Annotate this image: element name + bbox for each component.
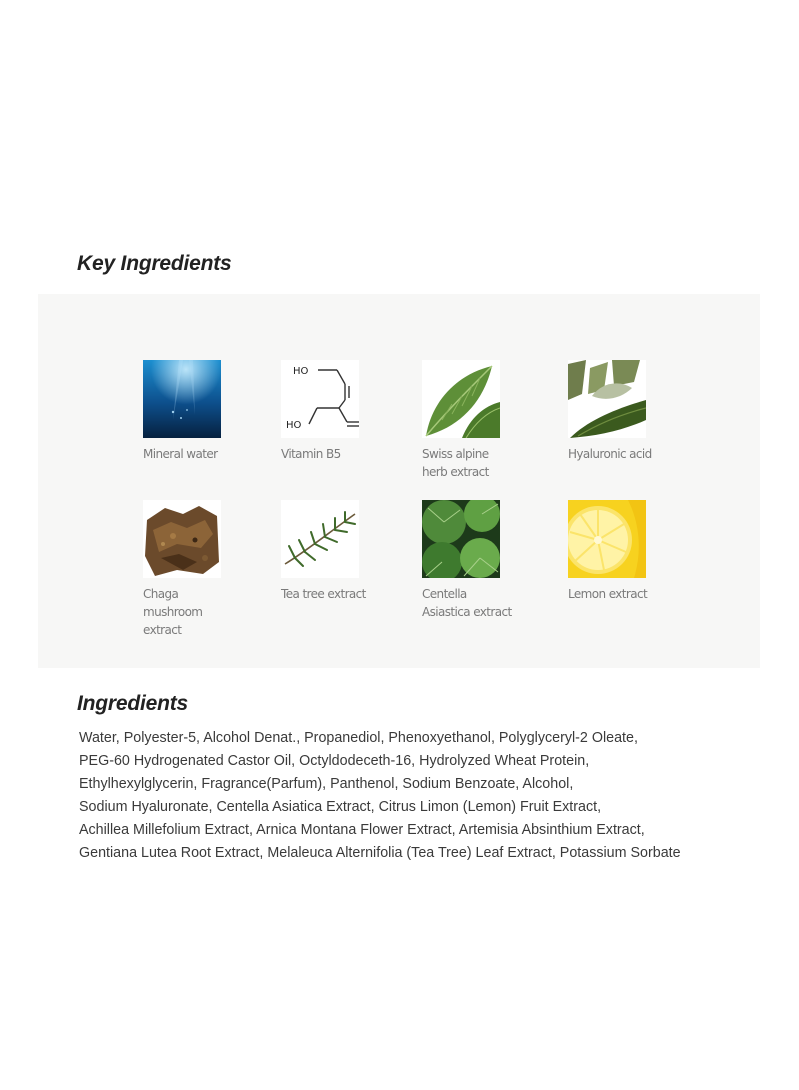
- water-icon: [143, 360, 221, 438]
- ingredient-label: Mineral water: [143, 447, 218, 461]
- ingredient-label: Centella Asiastica extract: [422, 587, 512, 619]
- ingredient-label: Chaga mushroom extract: [143, 587, 203, 637]
- tea-tree-icon: [281, 500, 359, 578]
- ingredient-tea-tree: [281, 500, 421, 603]
- ingredient-mineral-water: [143, 360, 283, 463]
- ingredients-title: Ingredients: [77, 692, 188, 715]
- key-ingredients-title: Key Ingredients: [77, 252, 232, 275]
- ingredient-chaga-mushroom: [143, 500, 283, 639]
- molecule-icon: [281, 360, 359, 438]
- ingredients-line: Gentiana Lutea Root Extract, Melaleuca Alternifolia (Tea Tree) Leaf Extract, Potassium Sorbate: [79, 845, 681, 861]
- molecule-ho-bottom: HO: [286, 420, 302, 431]
- ingredient-vitamin-b5: [281, 360, 421, 463]
- leaf-icon: [422, 360, 500, 438]
- mushroom-icon: [143, 500, 221, 578]
- ingredient-centella-asiastica: [422, 500, 562, 621]
- ingredient-label: Swiss alpine herb extract: [422, 447, 489, 479]
- ingredients-line: Water, Polyester-5, Alcohol Denat., Propanediol, Phenoxyethanol, Polyglyceryl-2 Oleate,: [79, 730, 638, 746]
- aloe-icon: [568, 360, 646, 438]
- ingredient-swiss-alpine-herb: [422, 360, 562, 481]
- ingredient-label: Vitamin B5: [281, 447, 341, 461]
- ingredients-line: PEG-60 Hydrogenated Castor Oil, Octyldodeceth-16, Hydrolyzed Wheat Protein,: [79, 753, 590, 769]
- ingredients-list: [79, 727, 759, 865]
- ingredient-hyaluronic-acid: [568, 360, 708, 463]
- molecule-ho-top: HO: [293, 366, 309, 377]
- centella-icon: [422, 500, 500, 578]
- ingredient-lemon: [568, 500, 708, 603]
- ingredient-label: Tea tree extract: [281, 587, 366, 601]
- ingredients-line: Achillea Millefolium Extract, Arnica Montana Flower Extract, Artemisia Absinthium Extract,: [79, 822, 645, 838]
- ingredients-line: Sodium Hyaluronate, Centella Asiatica Extract, Citrus Limon (Lemon) Fruit Extract,: [79, 799, 602, 815]
- ingredient-label: Lemon extract: [568, 587, 648, 601]
- lemon-icon: [568, 500, 646, 578]
- key-ingredients-panel: [38, 294, 760, 668]
- ingredients-line: Ethylhexylglycerin, Fragrance(Parfum), Panthenol, Sodium Benzoate, Alcohol,: [79, 776, 574, 792]
- ingredient-label: Hyaluronic acid: [568, 447, 652, 461]
